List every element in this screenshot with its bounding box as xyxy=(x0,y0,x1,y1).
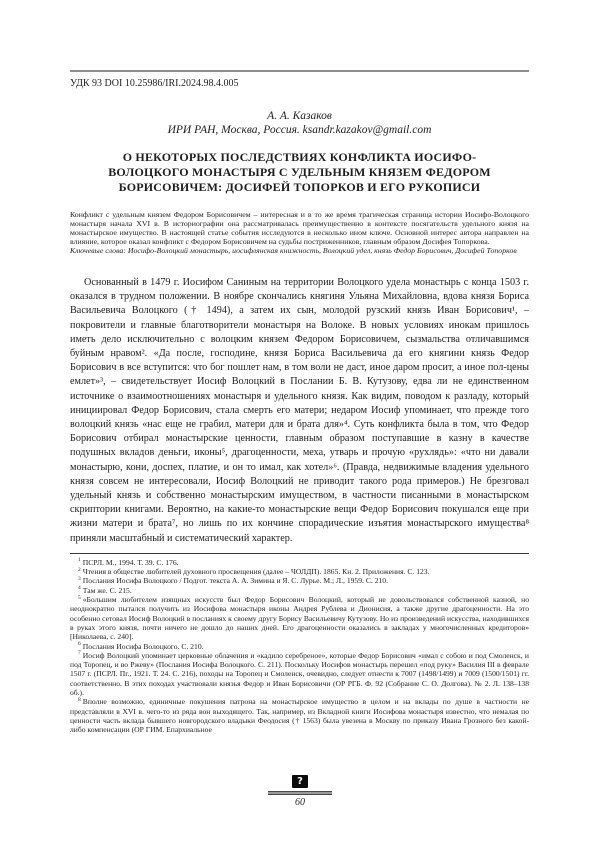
page-footer xyxy=(0,771,600,809)
footnote-marker: 8 xyxy=(78,696,81,703)
header-rule xyxy=(70,70,529,72)
footnote-separator-rule xyxy=(70,553,529,554)
abstract-text: Конфликт с удельным князем Федором Борисовичем – интересная и в то же время трагическая страница истории Иосифо-Волоцкого монастыря начала XVI в. В историографии она рассматривалась преимущественно в контексте посягательств удельного князя на монастырское имущество. В настоящей статье события исследуются в несколько ином ключе. Основной интерес автора направлен на влияние, которое оказал конфликт с Федором Борисовичем на судьбы постриженников, главным образом Досифея Топоркова. xyxy=(70,210,529,246)
footnote-1 xyxy=(70,558,529,567)
footnote-text: «Большим любителем изящных искусств был Федор Борисович Волоцкий, который не довольствовался собственной казной, но неоднократно пытался получить из Иосифова монастыря иконы Андрея Рублева и Дионисия, а также другие драгоценности. На это особенно сетовал Иосиф Волоцкий в посланиях к своему другу Борису Васильевичу Кутузову. Но из произведений искусства, находившихся в руках этого князя, почти ничего не дошло до наших дней. Его драгоценности оказались в закладах у многочисленных кредиторов» [Николаева, с. 240]. xyxy=(70,595,529,642)
footnote-4 xyxy=(70,586,529,595)
footnote-text: Послания Иосифа Волоцкого. С. 210. xyxy=(82,641,204,651)
book-question-icon: ? xyxy=(292,775,308,788)
footnote-text: Иосиф Волоцкий упоминает церковные облачения и «кадило серебреное», которые Федор Борисович «имал с собою и под Смоленск, и под Торопец, и во Ржеву» (Послания Иосифа Волоцкого. С. 211). Поскольку Иосифов монастырь перешел «под руку» Василия III в феврале 1507 г. (ПСРЛ. Пг., 1921. Т. 24. С. 216), походы на Торопец и Смоленск, очевидно, следует отнести к 7007 (1498/1499) и 7009 (1500/1501) гг. соответственно. В этих походах участвовали князья Федор и Иван Борисовичи (ОР РГБ. Ф. 92 (Собрание С. О. Долгова). № 2. Л. 138–138 об.). xyxy=(70,650,529,698)
footnotes-block xyxy=(70,558,529,735)
footnote-text: Чтения в обществе любителей духовного просвещения (далее – ЧОЛДП). 1865. Кн. 2. Приложения. С. 123. xyxy=(82,567,430,577)
footnote-text: Вполне возможно, единичные покушения патрона на монастырское имущество в целом и на вклады по душе в частности не представляли в XVI в. чего-то из ряда вон выходящего. Так, например, из Вкладной книги Иосифова монастыря известно, что немалая по ценности часть вклада бывшего новгородского владыки Феодосия († 1563) была увезена в Москву по приказу Ивана Грозного без какой-либо компенсации (ОР ГИМ. Епархиальное xyxy=(70,697,529,735)
footnote-marker: 2 xyxy=(78,566,81,573)
udk-doi-line: УДК 93 DOI 10.25986/IRI.2024.98.4.005 xyxy=(70,78,239,89)
footnote-marker: 4 xyxy=(78,585,81,592)
footnote-marker: 7 xyxy=(78,650,81,657)
footnote-marker: 3 xyxy=(78,575,81,582)
author-name: А. А. Казаков xyxy=(267,110,332,122)
body-paragraph: Основанный в 1479 г. Иосифом Саниным на территории Волоцкого удела монастырь с конца 1503 г. оказался в трудном положении. В ноябре скончались княгиня Ульяна Михайловна, вдова князя Бориса Васильевича Волоцкого († 1494), а затем их сын, молодой рузский князь Иван Борисович¹, – покровители и главные благотворители монастыря на Волоке. В новых условиях инокам пришлось иметь дело исключительно с волоцким князем Федором Борисовичем, сызмальства отличавшимся буйным нравом². «Да после, господине, князя Бориса Васильевича да его княгини князь Федор Борисович в все вступится: что бог пошлет нам, в том воли не даст, иное даром просит, а иное пол-цены емлет»³, – свидетельствует Иосиф Волоцкий в Послании Б. В. Кутузову, едва ли не единственном источнике о взаимоотношениях монастыря и удельного князя. Как видим, поводом к разладу, который инициировал Федор Борисович, стала смерть его матери; недаром Иосиф упоминает, что прежде того волоцкий князь «нас еще не грабил, матери для и брата для»⁴. Суть конфликта была в том, что Федор Борисович отбирал монастырские ценности, главным образом поступавшие в казну в качестве подушных вкладов деньги, иконы⁵, драгоценности, меха, утварь и прочую «рухлядь»: «что ни давали монастырю, кони, доспех, платие, и он то имал, как хотел»⁶. (Правда, недвижимые владения удельного князя совсем не интересовали, Иосиф Волоцкий не приводит такого рода примеров.) Не брезговал удельный князь и собственно монастырским имуществом, в частности писанными в монастырском скриптории книгами. Вероятно, на какие-то монастырские вещи Федор Борисович покушался еще при жизни матери и брата⁷, но лишь по их кончине спорадические изъятия монастырского имущества⁸ приняли масштабный и систематический характер. xyxy=(70,277,529,544)
footnote-marker: 6 xyxy=(78,641,81,647)
footnote-7 xyxy=(70,651,529,697)
author-affiliation: ИРИ РАН, Москва, Россия. ksandr.kazakov@gmail.com xyxy=(167,124,432,136)
footnote-3 xyxy=(70,576,529,585)
footnote-marker: 5 xyxy=(78,594,81,601)
footnote-text: Там же. С. 215. xyxy=(82,585,132,595)
page-number: 60 xyxy=(295,797,305,808)
footnote-8 xyxy=(70,697,529,734)
footnote-6 xyxy=(70,642,529,651)
article-title: О НЕКОТОРЫХ ПОСЛЕДСТВИЯХ КОНФЛИКТА ИОСИФО-ВОЛОЦКОГО МОНАСТЫРЯ С УДЕЛЬНЫМ КНЯЗЕМ ФЕДОРОМ БОРИСОВИЧЕМ: ДОСИФЕЙ ТОПОРКОВ И ЕГО РУКОПИСИ xyxy=(108,150,491,194)
footnote-5 xyxy=(70,595,529,641)
page-content xyxy=(70,0,529,735)
keywords-line: Ключевые слова: Иосифо-Волоцкий монастырь, иосифлянская книжность, Волоцкий удел, князь Федор Борисович, Досифей Топорков xyxy=(70,246,517,255)
footer-rule xyxy=(268,791,332,795)
footnote-text: Послания Иосифа Волоцкого / Подгот. текста А. А. Зимина и Я. С. Лурье. М.; Л., 1959. С. 210. xyxy=(82,576,388,586)
footnote-text: ПСРЛ. М., 1994. Т. 39. С. 176. xyxy=(82,557,179,567)
footnote-marker: 1 xyxy=(78,557,81,564)
